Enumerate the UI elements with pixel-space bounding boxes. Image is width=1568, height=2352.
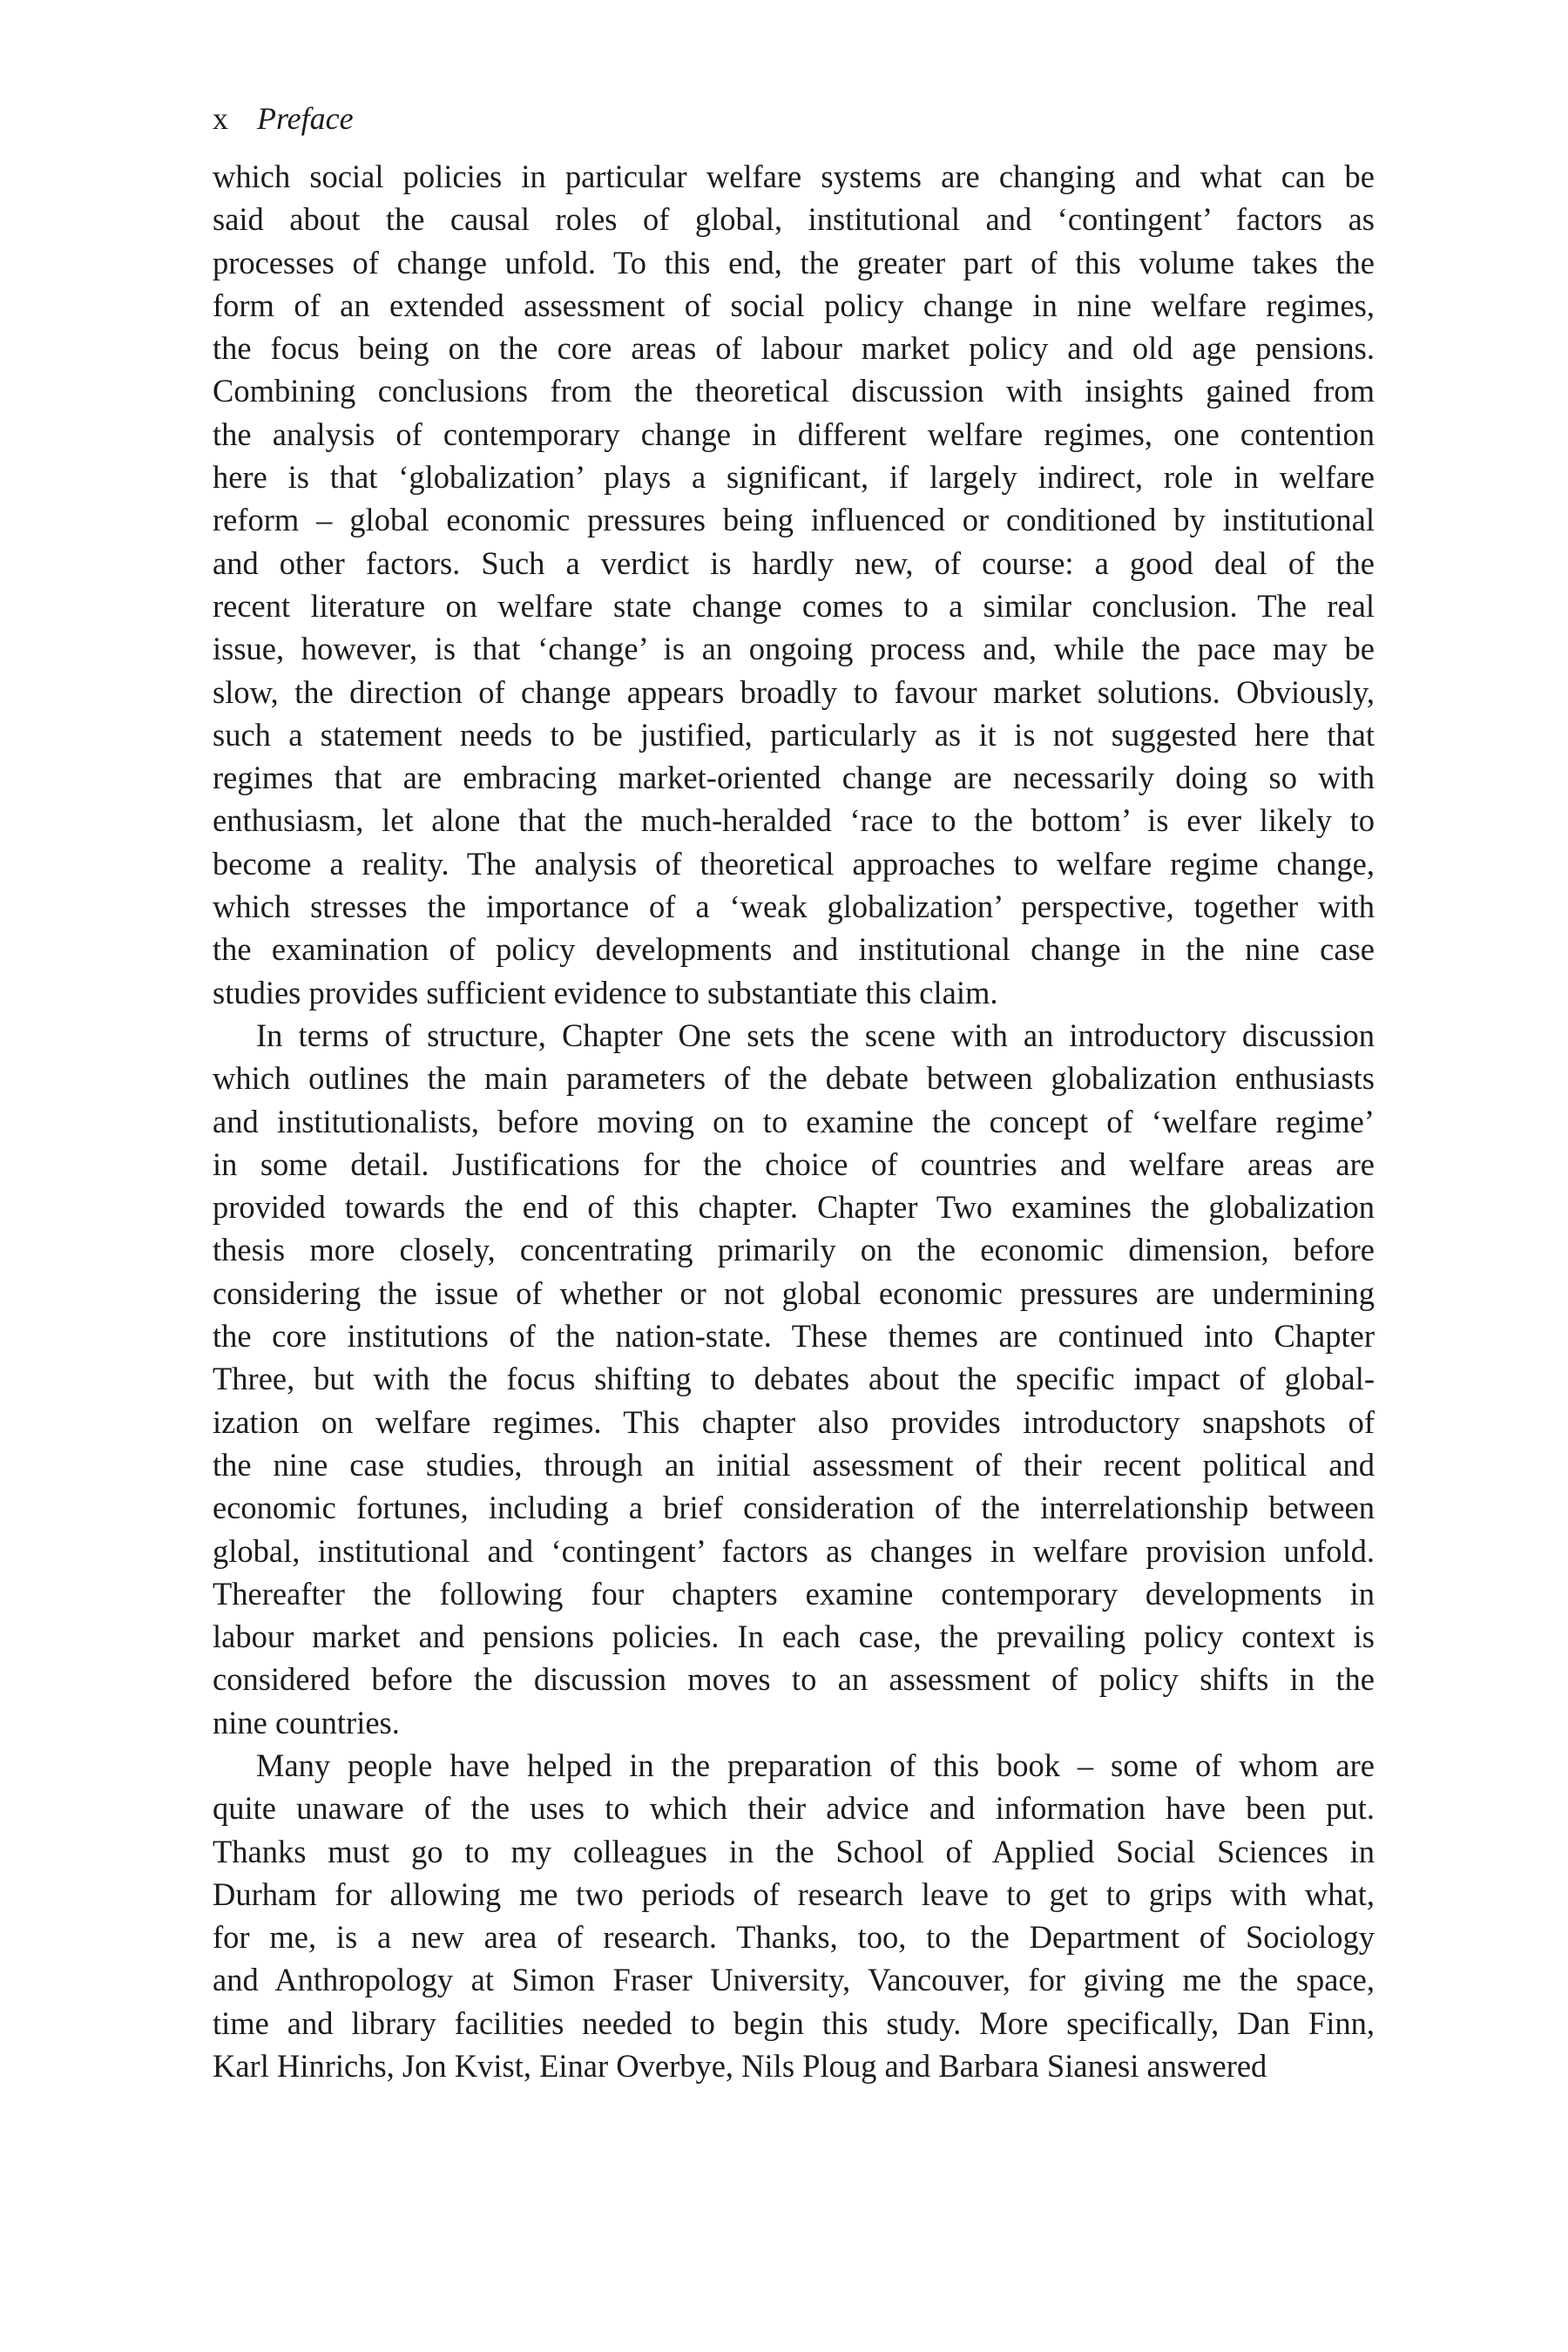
text-line: here is that ‘globalization’ plays a significant, if largely indirect, role in welfare <box>213 459 1375 496</box>
text-line: in some detail. Justifications for the choice of countries and welfare areas are <box>213 1146 1375 1182</box>
text-line: thesis more closely, concentrating primarily on the economic dimension, before <box>213 1232 1375 1268</box>
text-line: and Anthropology at Simon Fraser University, Vancouver, for giving me the space, <box>213 1962 1375 1998</box>
page-number: x <box>213 101 228 136</box>
body-text <box>213 155 1375 2087</box>
paragraph-acknowledgements <box>213 1744 1375 2087</box>
paragraph-continuation <box>213 155 1375 1014</box>
text-line: economic fortunes, including a brief consideration of the interrelationship between <box>213 1490 1375 1526</box>
text-line: considering the issue of whether or not global economic pressures are undermining <box>213 1274 1375 1311</box>
text-line: recent literature on welfare state change comes to a similar conclusion. The real <box>213 587 1375 624</box>
text-line: said about the causal roles of global, institutional and ‘contingent’ factors as <box>213 201 1375 238</box>
text-line: and institutionalists, before moving on to examine the concept of ‘welfare regime’ <box>213 1103 1375 1139</box>
text-line: Thereafter the following four chapters examine contemporary developments in <box>213 1575 1375 1612</box>
text-line: processes of change unfold. To this end, the greater part of this volume takes the <box>213 244 1375 280</box>
text-line: reform – global economic pressures being influenced or conditioned by institutional <box>213 502 1375 538</box>
text-line: the focus being on the core areas of labour market policy and old age pensions. <box>213 330 1375 367</box>
paragraph-structure <box>213 1014 1375 1744</box>
text-line: which stresses the importance of a ‘weak globalization’ perspective, together with <box>213 889 1375 925</box>
text-line: quite unaware of the uses to which their advice and information have been put. <box>213 1790 1375 1827</box>
text-line: form of an extended assessment of social policy change in nine welfare regimes, <box>213 287 1375 323</box>
running-header <box>213 98 354 139</box>
text-line: the nine case studies, through an initial assessment of their recent political and <box>213 1446 1375 1483</box>
text-line: which social policies in particular welfare systems are changing and what can be <box>213 159 1375 194</box>
text-line: the core institutions of the nation-state. These themes are continued into Chapter <box>213 1318 1375 1355</box>
text-line: Many people have helped in the preparation of this book – some of whom are <box>256 1747 1375 1783</box>
text-line: time and library facilities needed to begin this study. More specifically, Dan Finn, <box>213 2004 1375 2041</box>
text-line: slow, the direction of change appears broadly to favour market solutions. Obviously, <box>213 673 1375 710</box>
text-line: ization on welfare regimes. This chapter also provides introductory snapshots of <box>213 1403 1375 1440</box>
text-line: the examination of policy developments and institutional change in the nine case <box>213 931 1375 968</box>
text-line: Karl Hinrichs, Jon Kvist, Einar Overbye, Nils Ploug and Barbara Sianesi answered <box>213 2048 1267 2085</box>
running-title: Preface <box>257 101 354 136</box>
text-line: provided towards the end of this chapter. Chapter Two examines the globalization <box>213 1189 1375 1226</box>
text-line: become a reality. The analysis of theoretical approaches to welfare regime change, <box>213 845 1375 882</box>
text-line: which outlines the main parameters of the debate between globalization enthusiasts <box>213 1060 1375 1097</box>
text-line: and other factors. Such a verdict is hardly new, of course: a good deal of the <box>213 544 1375 581</box>
text-line: such a statement needs to be justified, particularly as it is not suggested here that <box>213 716 1375 753</box>
text-line: labour market and pensions policies. In each case, the prevailing policy context is <box>213 1619 1375 1655</box>
text-line: studies provides sufficient evidence to substantiate this claim. <box>213 974 998 1010</box>
text-line: considered before the discussion moves to an assessment of policy shifts in the <box>213 1661 1375 1698</box>
text-line: Durham for allowing me two periods of research leave to get to grips with what, <box>213 1876 1375 1912</box>
text-line: issue, however, is that ‘change’ is an ongoing process and, while the pace may be <box>213 631 1375 667</box>
text-line: the analysis of contemporary change in different welfare regimes, one contention <box>213 416 1375 452</box>
text-line: enthusiasm, let alone that the much-heralded ‘race to the bottom’ is ever likely to <box>213 802 1375 839</box>
text-line: nine countries. <box>213 1704 400 1740</box>
text-line: Three, but with the focus shifting to debates about the specific impact of global- <box>213 1361 1375 1397</box>
text-line: global, institutional and ‘contingent’ factors as changes in welfare provision unfold. <box>213 1532 1375 1569</box>
text-line: regimes that are embracing market-oriented change are necessarily doing so with <box>213 760 1375 796</box>
text-line: In terms of structure, Chapter One sets the scene with an introductory discussion <box>256 1017 1375 1053</box>
text-line: Thanks must go to my colleagues in the School of Applied Social Sciences in <box>213 1833 1375 1869</box>
text-line: Combining conclusions from the theoretical discussion with insights gained from <box>213 373 1375 409</box>
text-line: for me, is a new area of research. Thanks, too, to the Department of Sociology <box>213 1919 1375 1956</box>
